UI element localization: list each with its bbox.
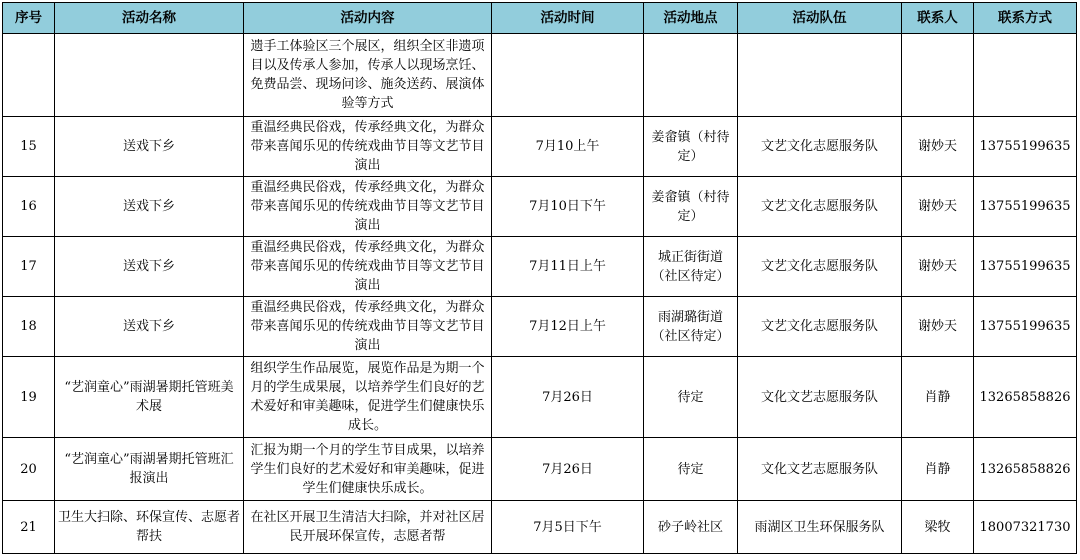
cell-contact: 谢妙天 xyxy=(902,177,974,237)
header-name: 活动名称 xyxy=(55,3,244,34)
cell-name: 送戏下乡 xyxy=(55,297,244,357)
cell-team xyxy=(738,34,902,117)
cell-place: 待定 xyxy=(644,438,738,501)
cell-phone: 13265858826 xyxy=(974,357,1077,438)
header-place: 活动地点 xyxy=(644,3,738,34)
cell-content: 汇报为期一个月的学生节目成果，以培养学生们良好的艺术爱好和审美趣味，促进学生们健康快乐成长。 xyxy=(244,438,492,501)
cell-place: 城正街街道（社区待定） xyxy=(644,237,738,297)
table-row xyxy=(3,117,1077,177)
header-time: 活动时间 xyxy=(492,3,644,34)
table-row xyxy=(3,177,1077,237)
cell-phone: 18007321730 xyxy=(974,501,1077,554)
cell-name: “艺润童心”雨湖暑期托管班美术展 xyxy=(55,357,244,438)
cell-content: 重温经典民俗戏，传承经典文化，为群众带来喜闻乐见的传统戏曲节目等文艺节目演出 xyxy=(244,297,492,357)
cell-team: 文艺文化志愿服务队 xyxy=(738,297,902,357)
header-no: 序号 xyxy=(3,3,55,34)
cell-content: 重温经典民俗戏，传承经典文化，为群众带来喜闻乐见的传统戏曲节目等文艺节目演出 xyxy=(244,237,492,297)
cell-time: 7月12日上午 xyxy=(492,297,644,357)
cell-phone: 13755199635 xyxy=(974,297,1077,357)
activity-schedule-table xyxy=(2,2,1077,554)
cell-content: 遗手工体验区三个展区，组织全区非遗项目以及传承人参加，传承人以现场烹饪、免费品尝、现场问诊、施灸送药、展演体验等方式 xyxy=(244,34,492,117)
header-phone: 联系方式 xyxy=(974,3,1077,34)
cell-team: 雨湖区卫生环保服务队 xyxy=(738,501,902,554)
cell-no: 21 xyxy=(3,501,55,554)
cell-phone: 13755199635 xyxy=(974,117,1077,177)
cell-time: 7月26日 xyxy=(492,357,644,438)
cell-contact: 梁牧 xyxy=(902,501,974,554)
table-row xyxy=(3,34,1077,117)
cell-phone: 13755199635 xyxy=(974,177,1077,237)
cell-time: 7月26日 xyxy=(492,438,644,501)
cell-team: 文艺文化志愿服务队 xyxy=(738,237,902,297)
cell-place: 待定 xyxy=(644,357,738,438)
cell-time: 7月10日下午 xyxy=(492,177,644,237)
header-row xyxy=(3,3,1077,34)
cell-team: 文艺文化志愿服务队 xyxy=(738,177,902,237)
cell-content: 重温经典民俗戏，传承经典文化，为群众带来喜闻乐见的传统戏曲节目等文艺节目演出 xyxy=(244,117,492,177)
cell-team: 文化文艺志愿服务队 xyxy=(738,357,902,438)
cell-place: 砂子岭社区 xyxy=(644,501,738,554)
cell-name: 送戏下乡 xyxy=(55,237,244,297)
cell-no: 20 xyxy=(3,438,55,501)
header-contact: 联系人 xyxy=(902,3,974,34)
cell-time: 7月11日上午 xyxy=(492,237,644,297)
cell-no xyxy=(3,34,55,117)
cell-team: 文化文艺志愿服务队 xyxy=(738,438,902,501)
cell-contact: 肖静 xyxy=(902,438,974,501)
cell-no: 17 xyxy=(3,237,55,297)
cell-team: 文艺文化志愿服务队 xyxy=(738,117,902,177)
cell-no: 15 xyxy=(3,117,55,177)
cell-no: 18 xyxy=(3,297,55,357)
cell-no: 19 xyxy=(3,357,55,438)
header-content: 活动内容 xyxy=(244,3,492,34)
cell-time: 7月5日下午 xyxy=(492,501,644,554)
cell-content xyxy=(244,501,492,554)
cell-content: 重温经典民俗戏，传承经典文化，为群众带来喜闻乐见的传统戏曲节目等文艺节目演出 xyxy=(244,177,492,237)
cell-contact: 肖静 xyxy=(902,357,974,438)
cell-name: “艺润童心”雨湖暑期托管班汇报演出 xyxy=(55,438,244,501)
table-row xyxy=(3,237,1077,297)
header-team: 活动队伍 xyxy=(738,3,902,34)
cell-place: 姜畲镇（村待定） xyxy=(644,117,738,177)
cell-place: 雨湖璐街道（社区待定） xyxy=(644,297,738,357)
cell-contact: 谢妙天 xyxy=(902,297,974,357)
cell-time: 7月10上午 xyxy=(492,117,644,177)
cell-contact: 谢妙天 xyxy=(902,117,974,177)
cell-phone: 13265858826 xyxy=(974,438,1077,501)
cell-name: 送戏下乡 xyxy=(55,117,244,177)
cell-content: 组织学生作品展览，展览作品是为期一个月的学生成果展，以培养学生们良好的艺术爱好和审美趣味，促进学生们健康快乐成长。 xyxy=(244,357,492,438)
cell-content-text: 在社区开展卫生清洁大扫除，并对社区居民开展环保宣传，志愿者帮 xyxy=(250,510,485,544)
cell-contact: 谢妙天 xyxy=(902,237,974,297)
cell-no: 16 xyxy=(3,177,55,237)
cell-phone: 13755199635 xyxy=(974,237,1077,297)
cell-contact xyxy=(902,34,974,117)
table-row xyxy=(3,438,1077,501)
table-row xyxy=(3,501,1077,554)
cell-name: 卫生大扫除、环保宣传、志愿者帮扶 xyxy=(55,501,244,554)
cell-phone xyxy=(974,34,1077,117)
cell-place: 姜畲镇（村待定） xyxy=(644,177,738,237)
table-row xyxy=(3,357,1077,438)
cell-time xyxy=(492,34,644,117)
cell-name: 送戏下乡 xyxy=(55,177,244,237)
cell-place xyxy=(644,34,738,117)
cell-name xyxy=(55,34,244,117)
table-row xyxy=(3,297,1077,357)
